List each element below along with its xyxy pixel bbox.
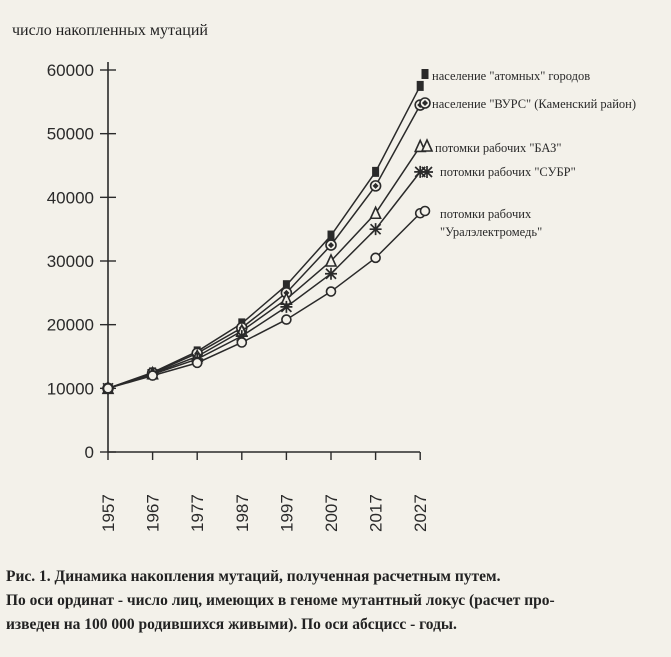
y-tick-label: 20000 [46, 315, 94, 335]
y-tick-label: 60000 [46, 61, 94, 80]
data-point-marker [421, 207, 430, 216]
circle-marker [327, 287, 336, 296]
data-point-marker [327, 287, 336, 296]
circle-marker [237, 338, 246, 347]
x-tick-label: 2027 [411, 494, 431, 532]
circle-marker [282, 315, 291, 324]
data-point-marker [148, 371, 157, 380]
data-point-marker [326, 240, 336, 250]
x-tick-label: 2007 [322, 494, 341, 532]
circle-marker [421, 207, 430, 216]
data-point-marker [421, 166, 433, 178]
y-tick-label: 40000 [46, 188, 94, 208]
x-tick-label: 1977 [188, 494, 208, 532]
square-marker [372, 167, 379, 177]
data-point-marker [371, 181, 381, 191]
data-point-marker [325, 268, 337, 280]
x-tick-label: 1987 [232, 494, 252, 532]
data-point-marker [417, 81, 424, 91]
data-point-marker [237, 338, 246, 347]
y-tick-label: 0 [84, 443, 94, 462]
caption-line-2: По оси ординат - число лиц, имеющих в геноме мутантный локус (расчет про- [6, 592, 555, 609]
series-line [108, 86, 420, 388]
circle-marker [148, 371, 157, 380]
series-line [108, 213, 420, 388]
square-marker [417, 81, 424, 91]
legend-label: потомки рабочих "СУБР" [440, 165, 576, 179]
circle-marker [104, 384, 113, 393]
data-point-marker [193, 358, 202, 367]
star-marker [280, 301, 292, 313]
data-point-marker [280, 301, 292, 313]
x-tick-label: 1997 [277, 494, 297, 532]
series-line [108, 172, 420, 388]
x-tick-label: 2017 [366, 494, 386, 532]
caption-line-3: изведен на 100 000 родившихся живыми). По оси абсцисс - годы. [6, 616, 457, 633]
data-point-marker [372, 167, 379, 177]
y-tick-label: 30000 [46, 252, 94, 271]
square-marker [328, 231, 335, 241]
legend-label: население "ВУРС" (Каменский район) [432, 97, 637, 111]
circle-marker [193, 358, 202, 367]
figure-caption [6, 565, 661, 637]
triangle-marker [422, 140, 432, 151]
legend-label: потомки рабочих "БАЗ" [435, 141, 562, 155]
star-marker [421, 166, 433, 178]
y-tick-label: 50000 [46, 124, 94, 144]
data-point-marker [371, 253, 380, 262]
series-line [108, 105, 420, 388]
y-axis-label: число накопленных мутаций [12, 22, 208, 39]
x-tick-label: 1967 [143, 494, 163, 532]
data-point-marker [282, 315, 291, 324]
legend-label: население "атомных" городов [432, 69, 591, 83]
data-point-marker [370, 223, 382, 235]
star-marker [325, 268, 337, 280]
star-marker [370, 223, 382, 235]
y-tick-label: 10000 [46, 379, 94, 399]
x-tick-label: 1957 [99, 494, 118, 532]
data-point-marker [422, 140, 432, 151]
square-marker [422, 69, 429, 79]
data-point-marker [420, 98, 430, 108]
legend-label: потомки рабочих [440, 207, 532, 221]
data-point-marker [104, 384, 113, 393]
caption-line-1: Рис. 1. Динамика накопления мутаций, полученная расчетным путем. [6, 568, 501, 585]
circle-marker [371, 253, 380, 262]
data-point-marker [328, 231, 335, 241]
legend-label: "Уралэлектромедь" [440, 225, 543, 239]
data-point-marker [422, 69, 429, 79]
